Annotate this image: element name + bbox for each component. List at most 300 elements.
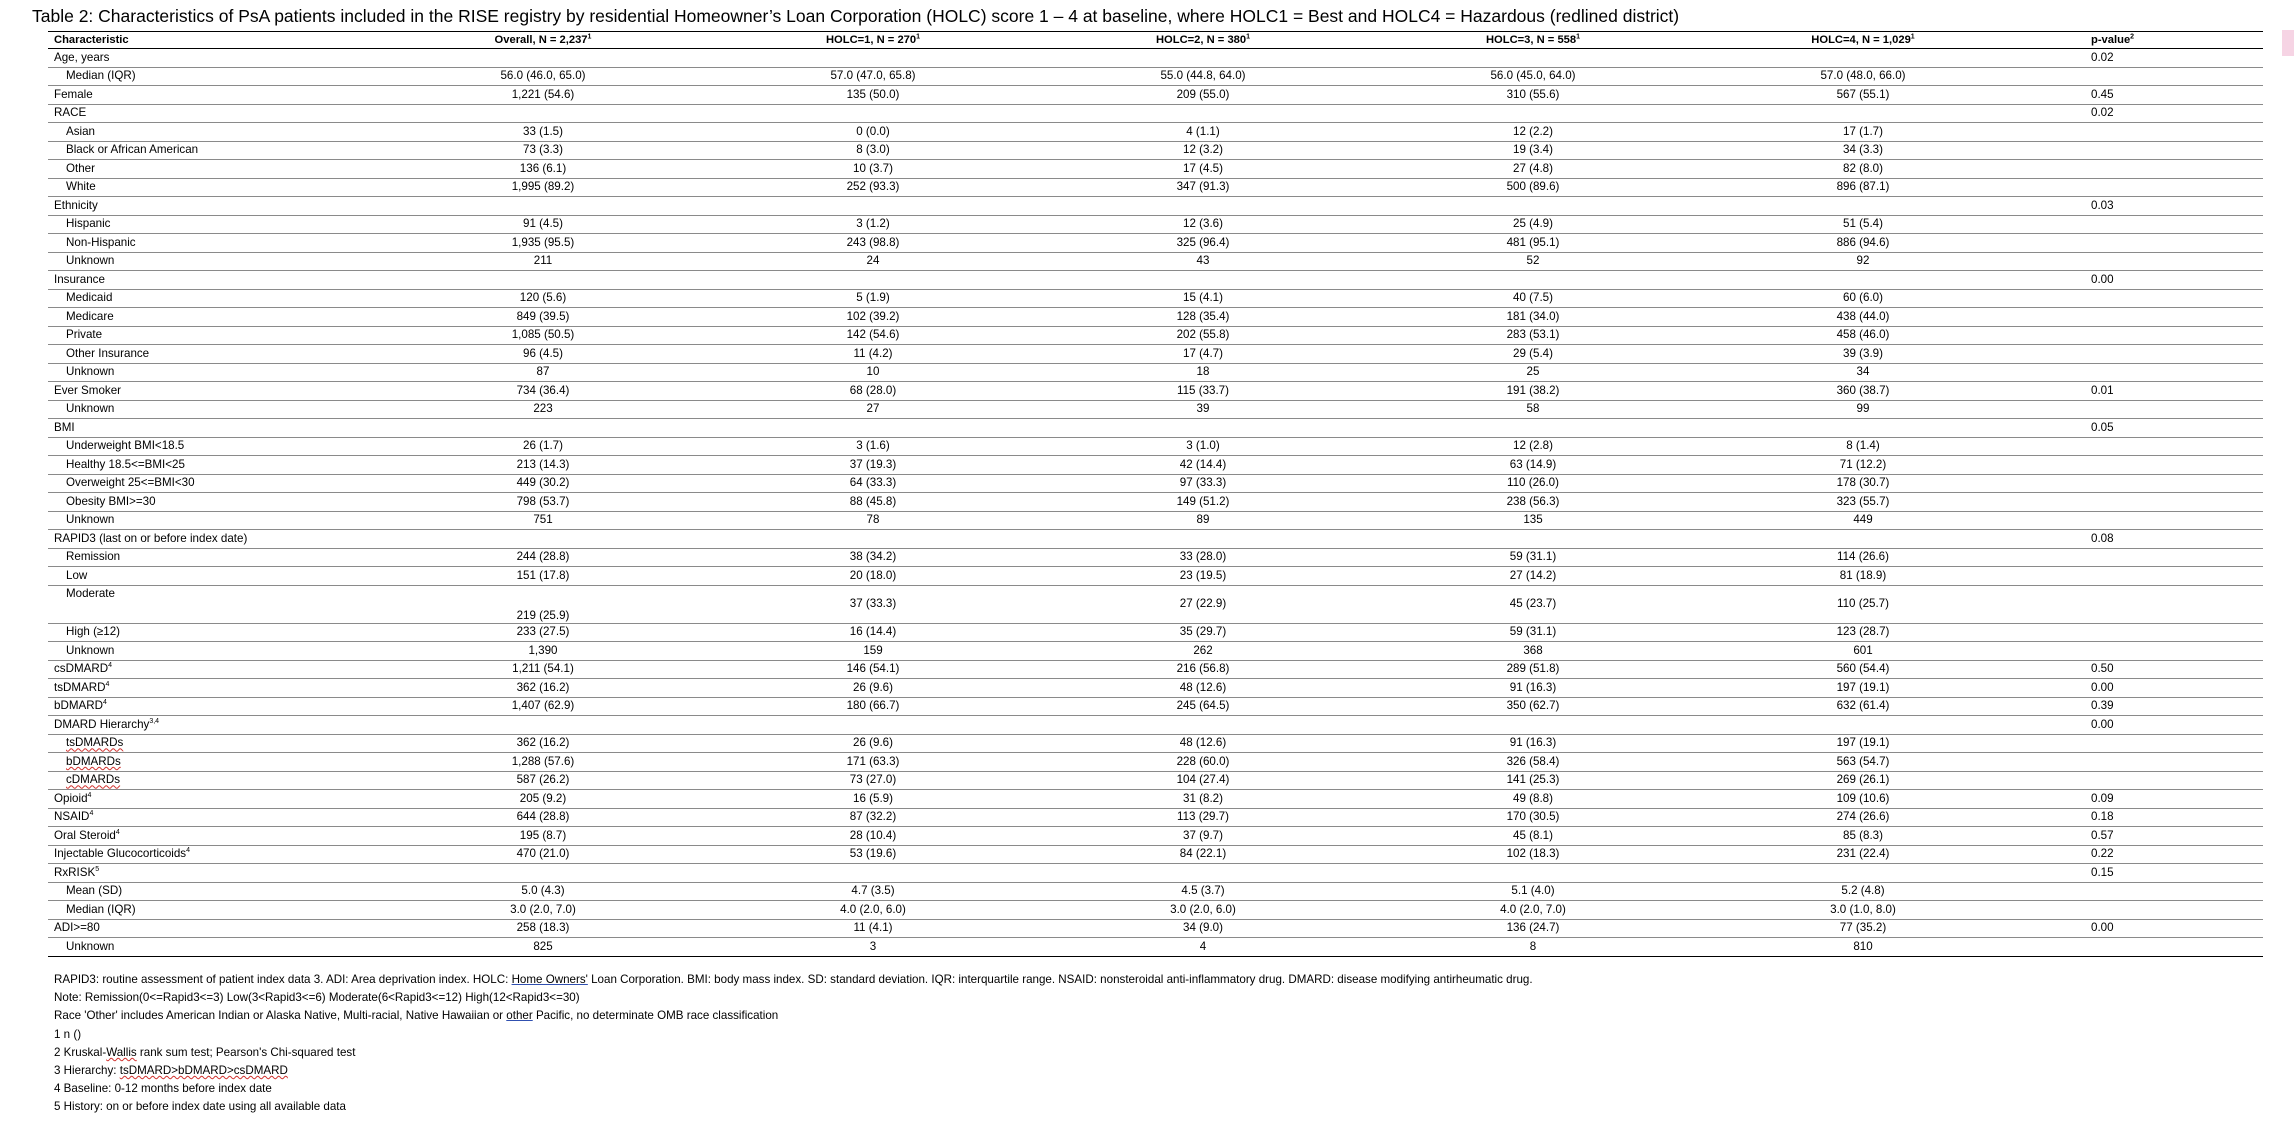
cell-pvalue	[2028, 67, 2263, 86]
cell-holc3	[1368, 716, 1698, 735]
cell-holc1: 87 (32.2)	[708, 808, 1038, 827]
cell-holc4: 109 (10.6)	[1698, 790, 2028, 809]
cell-holc3: 29 (5.4)	[1368, 345, 1698, 364]
cell-holc2: 228 (60.0)	[1038, 753, 1368, 772]
side-tab[interactable]	[2282, 30, 2294, 56]
cell-holc4: 114 (26.6)	[1698, 548, 2028, 567]
cell-overall	[378, 419, 708, 438]
cell-holc1: 102 (39.2)	[708, 308, 1038, 327]
cell-holc3: 326 (58.4)	[1368, 753, 1698, 772]
cell-holc1	[708, 197, 1038, 216]
footnote-1: 1 n ()	[54, 1027, 82, 1041]
cell-holc1: 37 (33.3)	[708, 585, 1038, 623]
row-label: Asian	[48, 123, 378, 142]
header-holc1: HOLC=1, $N = 270^1$	[708, 32, 1038, 49]
cell-holc1: 64 (33.3)	[708, 474, 1038, 493]
table-row	[48, 585, 2263, 623]
cell-holc2	[1038, 197, 1368, 216]
cell-overall: 258 (18.3)	[378, 919, 708, 938]
table-row	[48, 400, 2263, 419]
table-row	[48, 753, 2263, 772]
cell-holc2: 15 (4.1)	[1038, 289, 1368, 308]
cell-overall: 233 (27.5)	[378, 623, 708, 642]
cell-holc1: 16 (14.4)	[708, 623, 1038, 642]
row-label: Moderate	[48, 585, 378, 623]
cell-holc3: 91 (16.3)	[1368, 734, 1698, 753]
cell-holc1: 10 (3.7)	[708, 160, 1038, 179]
cell-holc4: 17 (1.7)	[1698, 123, 2028, 142]
cell-holc4: 896 (87.1)	[1698, 178, 2028, 197]
cell-holc1	[708, 104, 1038, 123]
cell-holc4	[1698, 271, 2028, 290]
cell-pvalue: 0.03	[2028, 197, 2263, 216]
cell-holc2	[1038, 419, 1368, 438]
row-label: BMI	[48, 419, 378, 438]
cell-overall: 5.0 (4.3)	[378, 882, 708, 901]
cell-holc4: 197 (19.1)	[1698, 679, 2028, 698]
table-row	[48, 308, 2263, 327]
cell-holc3: 102 (18.3)	[1368, 845, 1698, 864]
cell-pvalue: 0.02	[2028, 49, 2263, 68]
row-label: Black or African American	[48, 141, 378, 160]
table-row	[48, 493, 2263, 512]
cell-holc3: 63 (14.9)	[1368, 456, 1698, 475]
cell-holc4: 632 (61.4)	[1698, 697, 2028, 716]
cell-pvalue: 0.00	[2028, 679, 2263, 698]
cell-holc4: 81 (18.9)	[1698, 567, 2028, 586]
cell-holc2: 18	[1038, 363, 1368, 382]
cell-overall: 244 (28.8)	[378, 548, 708, 567]
cell-holc1: 3 (1.6)	[708, 437, 1038, 456]
cell-pvalue: 0.05	[2028, 419, 2263, 438]
row-label: tsDMARDs	[48, 734, 378, 753]
cell-holc4	[1698, 419, 2028, 438]
cell-holc1: 243 (98.8)	[708, 234, 1038, 253]
cell-holc2: 4	[1038, 938, 1368, 957]
cell-holc3: 283 (53.1)	[1368, 326, 1698, 345]
table-row	[48, 215, 2263, 234]
row-label: Healthy 18.5<=BMI<25	[48, 456, 378, 475]
cell-holc3	[1368, 864, 1698, 883]
cell-overall	[378, 530, 708, 549]
cell-holc4: 51 (5.4)	[1698, 215, 2028, 234]
cell-holc1: 252 (93.3)	[708, 178, 1038, 197]
cell-holc2: 262	[1038, 642, 1368, 661]
cell-holc3	[1368, 104, 1698, 123]
table-row	[48, 919, 2263, 938]
table-row	[48, 437, 2263, 456]
row-label: Obesity BMI>=30	[48, 493, 378, 512]
cell-pvalue	[2028, 123, 2263, 142]
cell-pvalue: 0.45	[2028, 86, 2263, 105]
cell-holc2: 89	[1038, 511, 1368, 530]
cell-holc3: 110 (26.0)	[1368, 474, 1698, 493]
row-label: Underweight BMI<18.5	[48, 437, 378, 456]
cell-holc1: 11 (4.1)	[708, 919, 1038, 938]
cell-holc3: 4.0 (2.0, 7.0)	[1368, 901, 1698, 920]
table-row	[48, 548, 2263, 567]
table-row	[48, 252, 2263, 271]
cell-overall: 362 (16.2)	[378, 734, 708, 753]
cell-holc2: 4.5 (3.7)	[1038, 882, 1368, 901]
cell-holc1: 135 (50.0)	[708, 86, 1038, 105]
cell-holc4: 3.0 (1.0, 8.0)	[1698, 901, 2028, 920]
cell-overall	[378, 104, 708, 123]
table-row	[48, 382, 2263, 401]
cell-holc3: 45 (8.1)	[1368, 827, 1698, 846]
table-row	[48, 160, 2263, 179]
cell-holc3: 27 (4.8)	[1368, 160, 1698, 179]
cell-holc4	[1698, 197, 2028, 216]
row-label: Low	[48, 567, 378, 586]
cell-holc1	[708, 716, 1038, 735]
cell-overall: 1,407 (62.9)	[378, 697, 708, 716]
cell-holc1	[708, 419, 1038, 438]
row-label: Medicaid	[48, 289, 378, 308]
table-row	[48, 882, 2263, 901]
cell-holc2: 128 (35.4)	[1038, 308, 1368, 327]
row-label: Ethnicity	[48, 197, 378, 216]
cell-pvalue	[2028, 345, 2263, 364]
cell-holc1: 37 (19.3)	[708, 456, 1038, 475]
table-row	[48, 104, 2263, 123]
cell-holc1: 146 (54.1)	[708, 660, 1038, 679]
cell-overall: 362 (16.2)	[378, 679, 708, 698]
cell-holc2: 12 (3.6)	[1038, 215, 1368, 234]
cell-holc3	[1368, 419, 1698, 438]
cell-holc1: 57.0 (47.0, 65.8)	[708, 67, 1038, 86]
cell-overall: 3.0 (2.0, 7.0)	[378, 901, 708, 920]
cell-holc2: 39	[1038, 400, 1368, 419]
cell-pvalue: 0.39	[2028, 697, 2263, 716]
table-row	[48, 326, 2263, 345]
cell-holc1: 68 (28.0)	[708, 382, 1038, 401]
cell-holc4: 60 (6.0)	[1698, 289, 2028, 308]
cell-overall: 1,935 (95.5)	[378, 234, 708, 253]
cell-overall	[378, 197, 708, 216]
cell-holc1: 53 (19.6)	[708, 845, 1038, 864]
row-label: RxRISK$^5$	[48, 864, 378, 883]
cell-holc4: 34	[1698, 363, 2028, 382]
cell-pvalue	[2028, 585, 2263, 623]
cell-holc1: 159	[708, 642, 1038, 661]
cell-pvalue: 0.02	[2028, 104, 2263, 123]
cell-pvalue	[2028, 160, 2263, 179]
table-row	[48, 734, 2263, 753]
table-row	[48, 363, 2263, 382]
row-label: Unknown	[48, 642, 378, 661]
table-row	[48, 141, 2263, 160]
cell-holc2: 33 (28.0)	[1038, 548, 1368, 567]
cell-holc1: 16 (5.9)	[708, 790, 1038, 809]
table-row	[48, 456, 2263, 475]
table-row	[48, 289, 2263, 308]
cell-overall: 136 (6.1)	[378, 160, 708, 179]
cell-holc2: 4 (1.1)	[1038, 123, 1368, 142]
cell-holc2: 202 (55.8)	[1038, 326, 1368, 345]
cell-holc2: 48 (12.6)	[1038, 679, 1368, 698]
cell-overall	[378, 271, 708, 290]
cell-holc2: 31 (8.2)	[1038, 790, 1368, 809]
cell-holc4: 886 (94.6)	[1698, 234, 2028, 253]
cell-overall: 849 (39.5)	[378, 308, 708, 327]
cell-holc4	[1698, 864, 2028, 883]
table-row	[48, 234, 2263, 253]
cell-holc1: 4.7 (3.5)	[708, 882, 1038, 901]
table-row	[48, 345, 2263, 364]
cell-overall: 87	[378, 363, 708, 382]
row-label: Hispanic	[48, 215, 378, 234]
row-label: Opioid$^4$	[48, 790, 378, 809]
cell-pvalue	[2028, 938, 2263, 957]
header-row	[48, 32, 2263, 49]
cell-holc1	[708, 530, 1038, 549]
cell-holc4: 274 (26.6)	[1698, 808, 2028, 827]
row-label: Unknown	[48, 363, 378, 382]
table-row	[48, 86, 2263, 105]
cell-holc1: 26 (9.6)	[708, 679, 1038, 698]
note-rapid3: Note: Remission(0<=Rapid3<=3) Low(3<Rapid3<=6) Moderate(6<Rapid3<=12) High(12<Rapid3<=30)	[54, 991, 580, 1005]
cell-pvalue: 0.18	[2028, 808, 2263, 827]
row-label: bDMARD$^4$	[48, 697, 378, 716]
row-label: DMARD Hierarchy$^{3,4}$	[48, 716, 378, 735]
cell-pvalue: 0.00	[2028, 716, 2263, 735]
cell-holc2: 113 (29.7)	[1038, 808, 1368, 827]
cell-holc1: 10	[708, 363, 1038, 382]
note-race: Race 'Other' includes American Indian or Alaska Native, Multi-racial, Native Hawaiian or other Pacific, no determinate OMB race classification	[54, 1009, 779, 1023]
cell-pvalue	[2028, 734, 2263, 753]
table-title: Table 2: Characteristics of PsA patients included in the RISE registry by residential Homeowner’s Loan Corporation (HOLC) score 1 – 4 at baseline, where HOLC1 = Best and HOLC4 = Hazardous (redlined district)	[32, 6, 1680, 26]
cell-holc3: 45 (23.7)	[1368, 585, 1698, 623]
cell-holc1: 26 (9.6)	[708, 734, 1038, 753]
cell-holc1	[708, 864, 1038, 883]
cell-holc2: 55.0 (44.8, 64.0)	[1038, 67, 1368, 86]
cell-overall: 26 (1.7)	[378, 437, 708, 456]
cell-overall: 73 (3.3)	[378, 141, 708, 160]
table-row	[48, 771, 2263, 790]
row-label: Remission	[48, 548, 378, 567]
cell-pvalue	[2028, 901, 2263, 920]
cell-holc2: 43	[1038, 252, 1368, 271]
cell-pvalue: 0.00	[2028, 919, 2263, 938]
cell-holc2: 35 (29.7)	[1038, 623, 1368, 642]
cell-holc3: 191 (38.2)	[1368, 382, 1698, 401]
cell-holc3: 25 (4.9)	[1368, 215, 1698, 234]
cell-holc3: 141 (25.3)	[1368, 771, 1698, 790]
cell-overall: 825	[378, 938, 708, 957]
header-pvalue: p-value$^2$	[2028, 32, 2263, 49]
cell-holc1: 73 (27.0)	[708, 771, 1038, 790]
cell-holc2: 115 (33.7)	[1038, 382, 1368, 401]
cell-holc2: 3 (1.0)	[1038, 437, 1368, 456]
table-row	[48, 790, 2263, 809]
header-characteristic: Characteristic	[48, 32, 378, 49]
cell-pvalue	[2028, 771, 2263, 790]
table-row	[48, 567, 2263, 586]
cell-holc4: 34 (3.3)	[1698, 141, 2028, 160]
cell-holc2: 27 (22.9)	[1038, 585, 1368, 623]
table-row	[48, 419, 2263, 438]
table-row	[48, 845, 2263, 864]
cell-holc4: 197 (19.1)	[1698, 734, 2028, 753]
cell-holc4: 123 (28.7)	[1698, 623, 2028, 642]
cell-holc2: 23 (19.5)	[1038, 567, 1368, 586]
footnote-2: 2 Kruskal-Wallis rank sum test; Pearson's Chi-squared test	[54, 1045, 356, 1059]
table-row	[48, 67, 2263, 86]
cell-holc4: 560 (54.4)	[1698, 660, 2028, 679]
cell-holc3	[1368, 271, 1698, 290]
table-row	[48, 123, 2263, 142]
row-label: Other	[48, 160, 378, 179]
cell-holc1: 0 (0.0)	[708, 123, 1038, 142]
cell-holc4: 71 (12.2)	[1698, 456, 2028, 475]
row-label: Medicare	[48, 308, 378, 327]
cell-holc3: 49 (8.8)	[1368, 790, 1698, 809]
row-label: Overweight 25<=BMI<30	[48, 474, 378, 493]
cell-holc3: 8	[1368, 938, 1698, 957]
cell-pvalue: 0.15	[2028, 864, 2263, 883]
cell-holc2	[1038, 271, 1368, 290]
cell-holc2	[1038, 49, 1368, 68]
cell-pvalue	[2028, 141, 2263, 160]
cell-pvalue	[2028, 753, 2263, 772]
cell-pvalue	[2028, 400, 2263, 419]
cell-pvalue	[2028, 234, 2263, 253]
cell-holc2	[1038, 864, 1368, 883]
cell-holc3: 368	[1368, 642, 1698, 661]
cell-pvalue	[2028, 326, 2263, 345]
cell-holc3: 310 (55.6)	[1368, 86, 1698, 105]
cell-holc3: 59 (31.1)	[1368, 548, 1698, 567]
table-row	[48, 808, 2263, 827]
cell-overall: 219 (25.9)	[378, 585, 708, 623]
cell-pvalue	[2028, 308, 2263, 327]
cell-pvalue: 0.50	[2028, 660, 2263, 679]
cell-overall: 213 (14.3)	[378, 456, 708, 475]
cell-holc2: 34 (9.0)	[1038, 919, 1368, 938]
cell-holc1: 20 (18.0)	[708, 567, 1038, 586]
cell-overall: 1,221 (54.6)	[378, 86, 708, 105]
cell-holc3: 238 (56.3)	[1368, 493, 1698, 512]
header-holc3: HOLC=3, $N = 558^1$	[1368, 32, 1698, 49]
row-label: Unknown	[48, 938, 378, 957]
cell-holc3: 25	[1368, 363, 1698, 382]
cell-holc2: 17 (4.5)	[1038, 160, 1368, 179]
cell-holc4	[1698, 49, 2028, 68]
cell-pvalue: 0.01	[2028, 382, 2263, 401]
cell-pvalue	[2028, 623, 2263, 642]
row-label: Oral Steroid$^4$	[48, 827, 378, 846]
cell-holc2	[1038, 530, 1368, 549]
cell-holc3: 27 (14.2)	[1368, 567, 1698, 586]
table-body	[48, 49, 2263, 957]
cell-holc4: 8 (1.4)	[1698, 437, 2028, 456]
cell-overall: 751	[378, 511, 708, 530]
cell-overall	[378, 864, 708, 883]
cell-overall: 33 (1.5)	[378, 123, 708, 142]
cell-holc4	[1698, 716, 2028, 735]
cell-holc2: 216 (56.8)	[1038, 660, 1368, 679]
table-row	[48, 864, 2263, 883]
row-label: cDMARDs	[48, 771, 378, 790]
cell-holc3: 289 (51.8)	[1368, 660, 1698, 679]
cell-holc4: 360 (38.7)	[1698, 382, 2028, 401]
cell-holc1: 24	[708, 252, 1038, 271]
cell-holc4: 39 (3.9)	[1698, 345, 2028, 364]
cell-pvalue	[2028, 511, 2263, 530]
cell-holc4	[1698, 530, 2028, 549]
cell-holc1: 78	[708, 511, 1038, 530]
cell-holc3: 481 (95.1)	[1368, 234, 1698, 253]
cell-pvalue	[2028, 567, 2263, 586]
cell-holc4: 458 (46.0)	[1698, 326, 2028, 345]
cell-pvalue	[2028, 289, 2263, 308]
cell-holc2: 42 (14.4)	[1038, 456, 1368, 475]
cell-holc2: 104 (27.4)	[1038, 771, 1368, 790]
row-label: Female	[48, 86, 378, 105]
cell-holc2: 97 (33.3)	[1038, 474, 1368, 493]
cell-holc2: 48 (12.6)	[1038, 734, 1368, 753]
header-holc2: HOLC=2, $N = 380^1$	[1038, 32, 1368, 49]
cell-overall: 1,211 (54.1)	[378, 660, 708, 679]
table-row	[48, 511, 2263, 530]
table-notes	[54, 973, 1533, 1119]
cell-holc1: 38 (34.2)	[708, 548, 1038, 567]
cell-holc1: 4.0 (2.0, 6.0)	[708, 901, 1038, 920]
cell-holc4: 99	[1698, 400, 2028, 419]
cell-holc3: 12 (2.2)	[1368, 123, 1698, 142]
cell-holc3	[1368, 49, 1698, 68]
cell-holc3: 56.0 (45.0, 64.0)	[1368, 67, 1698, 86]
cell-holc1	[708, 49, 1038, 68]
cell-holc4: 110 (25.7)	[1698, 585, 2028, 623]
cell-holc2	[1038, 104, 1368, 123]
note-abbreviations: RAPID3: routine assessment of patient index data 3. ADI: Area deprivation index. HOLC: Home Owners' Loan Corporation. BMI: body mass index. SD: standard deviation. IQR: interquartile range. NSAID: nonsteroidal anti-inflammatory drug. DMARD: disease modifying antirheumatic drug.	[54, 973, 1533, 986]
cell-pvalue	[2028, 437, 2263, 456]
table-row	[48, 679, 2263, 698]
cell-holc1: 180 (66.7)	[708, 697, 1038, 716]
table-row	[48, 716, 2263, 735]
cell-holc3: 52	[1368, 252, 1698, 271]
cell-holc3: 58	[1368, 400, 1698, 419]
cell-holc4: 567 (55.1)	[1698, 86, 2028, 105]
cell-overall: 211	[378, 252, 708, 271]
table-row	[48, 49, 2263, 68]
cell-holc2: 325 (96.4)	[1038, 234, 1368, 253]
cell-holc1: 142 (54.6)	[708, 326, 1038, 345]
cell-pvalue	[2028, 493, 2263, 512]
cell-holc2: 347 (91.3)	[1038, 178, 1368, 197]
cell-holc2: 84 (22.1)	[1038, 845, 1368, 864]
cell-holc4: 563 (54.7)	[1698, 753, 2028, 772]
cell-overall: 205 (9.2)	[378, 790, 708, 809]
cell-pvalue	[2028, 456, 2263, 475]
footnote-5: 5 History: on or before index date using all available data	[54, 1100, 346, 1114]
cell-pvalue	[2028, 215, 2263, 234]
cell-holc1: 27	[708, 400, 1038, 419]
cell-overall: 470 (21.0)	[378, 845, 708, 864]
cell-pvalue: 0.09	[2028, 790, 2263, 809]
cell-holc3: 12 (2.8)	[1368, 437, 1698, 456]
row-label: Unknown	[48, 511, 378, 530]
cell-pvalue	[2028, 882, 2263, 901]
table-row	[48, 271, 2263, 290]
table-row	[48, 474, 2263, 493]
footnote-3: 3 Hierarchy: tsDMARD>bDMARD>csDMARD	[54, 1063, 288, 1077]
row-label: Other Insurance	[48, 345, 378, 364]
cell-holc2: 3.0 (2.0, 6.0)	[1038, 901, 1368, 920]
cell-overall: 587 (26.2)	[378, 771, 708, 790]
